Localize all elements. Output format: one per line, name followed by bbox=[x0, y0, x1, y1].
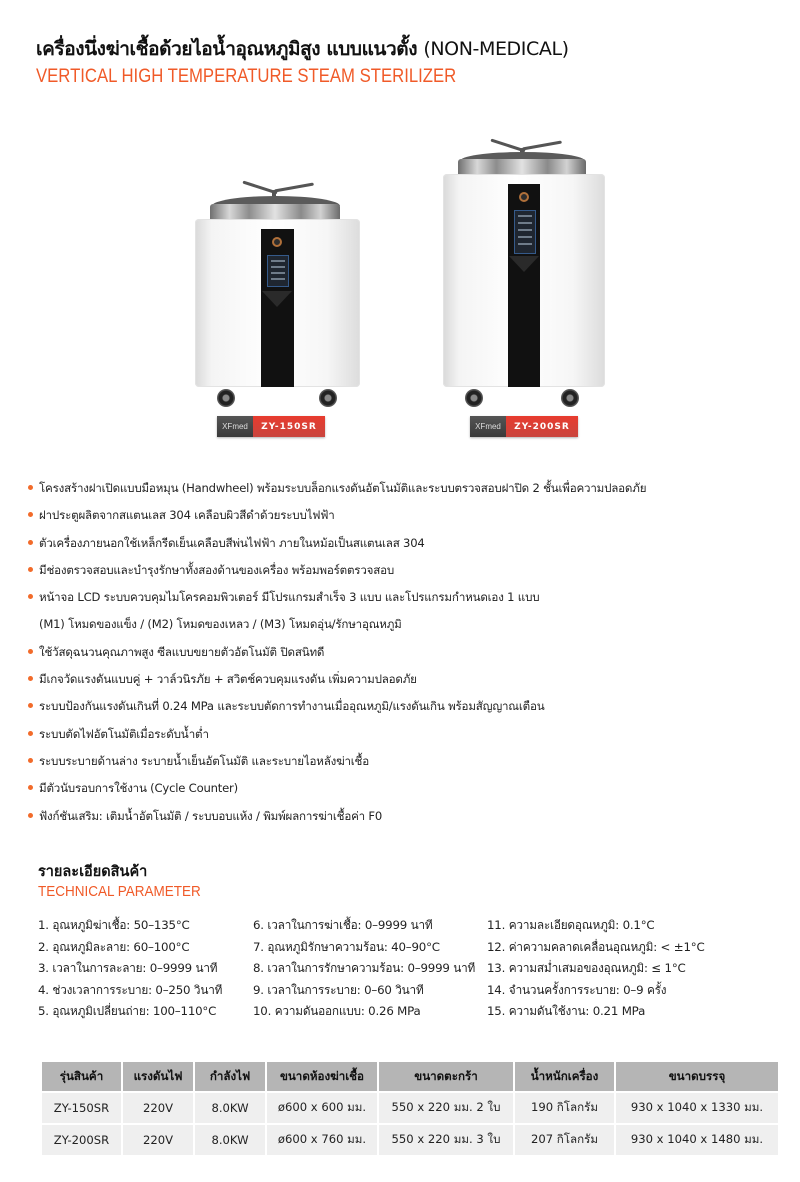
cell-model: ZY-200SR bbox=[42, 1124, 122, 1155]
panel-chevron bbox=[262, 291, 292, 307]
bullet-icon bbox=[28, 676, 33, 681]
cell-model: ZY-150SR bbox=[42, 1092, 122, 1124]
param-item: 6. เวลาในการฆ่าเชื้อ: 0–9999 นาที bbox=[253, 918, 433, 932]
cell-weight: 207 กิโลกรัม bbox=[514, 1124, 615, 1155]
cell-chamber-size: ø600 x 760 มม. bbox=[266, 1124, 378, 1155]
bullet-icon bbox=[28, 785, 33, 790]
spec-subheading: TECHNICAL PARAMETER bbox=[38, 883, 201, 900]
cell-power: 8.0KW bbox=[194, 1092, 266, 1124]
caster-wheel bbox=[561, 389, 579, 407]
brand-logo: XFmed bbox=[217, 416, 253, 437]
pressure-gauge-icon bbox=[272, 237, 282, 247]
param-column bbox=[38, 915, 222, 1023]
model-badge bbox=[217, 416, 325, 437]
table-row bbox=[42, 1092, 778, 1124]
param-item: 3. เวลาในการละลาย: 0–9999 นาที bbox=[38, 961, 218, 976]
feature-item bbox=[28, 696, 788, 723]
feature-item bbox=[28, 587, 788, 614]
table-row bbox=[42, 1124, 778, 1155]
bullet-icon bbox=[28, 703, 33, 708]
feature-item bbox=[28, 806, 788, 833]
page-subtitle: VERTICAL HIGH TEMPERATURE STEAM STERILIZER bbox=[36, 66, 457, 87]
feature-text: ระบบระบายด้านล่าง ระบายน้ำเย็นอัตโนมัติ และระบายไอหลังฆ่าเชื้อ bbox=[39, 753, 369, 768]
column-header-voltage: แรงดันไฟ bbox=[122, 1062, 194, 1092]
lid bbox=[458, 159, 586, 175]
bullet-icon bbox=[28, 594, 33, 599]
cell-basket-size: 550 x 220 มม. 2 ใบ bbox=[378, 1092, 514, 1124]
param-column bbox=[487, 915, 705, 1023]
caster-wheel bbox=[465, 389, 483, 407]
cell-chamber-size: ø600 x 600 มม. bbox=[266, 1092, 378, 1124]
feature-text: ฝาประตูผลิตจากสแตนเลส 304 เคลือบผิวสีดำด้วยระบบไฟฟ้า bbox=[39, 508, 335, 523]
column-header-model: รุ่นสินค้า bbox=[42, 1062, 122, 1092]
feature-item bbox=[28, 505, 788, 532]
handwheel-spoke bbox=[274, 183, 314, 193]
lcd-screen bbox=[267, 255, 289, 287]
bullet-icon bbox=[28, 485, 33, 490]
feature-text: ตัวเครื่องภายนอกใช้เหล็กรีดเย็นเคลือบสีพ่นไฟฟ้า ภายในหม้อเป็นสแตนเลส 304 bbox=[39, 535, 425, 550]
cell-weight: 190 กิโลกรัม bbox=[514, 1092, 615, 1124]
control-panel bbox=[261, 229, 294, 387]
cell-power: 8.0KW bbox=[194, 1124, 266, 1155]
feature-text: ใช้วัสดุฉนวนคุณภาพสูง ซีลแบบขยายตัวอัตโนมัติ ปิดสนิทดี bbox=[39, 644, 325, 659]
feature-text: ฟังก์ชันเสริม: เติมน้ำอัตโนมัติ / ระบบอบแห้ง / พิมพ์ผลการฆ่าเชื้อค่า F0 bbox=[39, 808, 383, 823]
spec-heading: รายละเอียดสินค้า bbox=[38, 864, 148, 880]
spec-table bbox=[42, 1062, 778, 1155]
cell-package-size: 930 x 1040 x 1330 มม. bbox=[615, 1092, 778, 1124]
feature-text: ระบบตัดไฟอัตโนมัติเมื่อระดับน้ำต่ำ bbox=[39, 726, 209, 741]
feature-item bbox=[28, 778, 788, 805]
cell-voltage: 220V bbox=[122, 1124, 194, 1155]
feature-item bbox=[28, 560, 788, 587]
feature-item bbox=[28, 642, 788, 669]
lcd-screen bbox=[514, 210, 536, 254]
param-item: 1. อุณหภูมิฆ่าเชื้อ: 50–135°C bbox=[38, 918, 190, 932]
feature-item bbox=[28, 478, 788, 505]
bullet-icon bbox=[28, 758, 33, 763]
bullet-icon bbox=[28, 813, 33, 818]
param-item: 13. ความสม่ำเสมอของอุณหภูมิ: ≤ 1°C bbox=[487, 961, 686, 976]
param-item: 4. ช่วงเวลาการระบาย: 0–250 วินาที bbox=[38, 982, 223, 997]
caster-wheel bbox=[217, 389, 235, 407]
param-item: 2. อุณหภูมิละลาย: 60–100°C bbox=[38, 939, 190, 954]
feature-text: (M1) โหมดของแข็ง / (M2) โหมดของเหลว / (M3) โหมดอุ่น/รักษาอุณหภูมิ bbox=[39, 617, 402, 632]
param-item: 15. ความดันใช้งาน: 0.21 MPa bbox=[487, 1004, 646, 1019]
brand-logo: XFmed bbox=[470, 416, 506, 437]
panel-chevron bbox=[509, 256, 539, 272]
bullet-icon bbox=[28, 512, 33, 517]
feature-item bbox=[28, 533, 788, 560]
param-item: 12. ค่าความคลาดเคลื่อนอุณหภูมิ: < ±1°C bbox=[487, 939, 705, 954]
param-item: 5. อุณหภูมิเปลี่ยนถ่าย: 100–110°C bbox=[38, 1004, 217, 1019]
param-item: 14. จำนวนครั้งการระบาย: 0–9 ครั้ง bbox=[487, 982, 667, 997]
bullet-icon bbox=[28, 567, 33, 572]
column-header-weight: น้ำหนักเครื่อง bbox=[514, 1062, 615, 1092]
column-header-package-size: ขนาดบรรจุ bbox=[615, 1062, 778, 1092]
param-column bbox=[253, 915, 475, 1023]
lid bbox=[210, 204, 340, 220]
param-item: 9. เวลาในการระบาย: 0–60 วินาที bbox=[253, 982, 424, 997]
cell-basket-size: 550 x 220 มม. 3 ใบ bbox=[378, 1124, 514, 1155]
cell-voltage: 220V bbox=[122, 1092, 194, 1124]
feature-text: มีเกจวัดแรงดันแบบคู่ + วาล์วนิรภัย + สวิตช์ควบคุมแรงดัน เพิ่มความปลอดภัย bbox=[39, 672, 417, 687]
feature-text: หน้าจอ LCD ระบบควบคุมไมโครคอมพิวเตอร์ มีโปรแกรมสำเร็จ 3 แบบ และโปรแกรมกำหนดเอง 1 แบบ bbox=[39, 590, 540, 605]
feature-text: ระบบป้องกันแรงดันเกินที่ 0.24 MPa และระบบตัดการทำงานเมื่ออุณหภูมิ/แรงดันเกิน พร้อมสัญญาณเตือน bbox=[39, 699, 545, 714]
table-header-row bbox=[42, 1062, 778, 1092]
bullet-icon bbox=[28, 731, 33, 736]
handwheel-spoke bbox=[522, 141, 562, 151]
feature-item bbox=[28, 751, 788, 778]
cell-package-size: 930 x 1040 x 1480 มม. bbox=[615, 1124, 778, 1155]
feature-item bbox=[28, 724, 788, 751]
column-header-basket-size: ขนาดตะกร้า bbox=[378, 1062, 514, 1092]
param-item: 7. อุณหภูมิรักษาความร้อน: 40–90°C bbox=[253, 939, 440, 954]
title-thai: เครื่องนึ่งฆ่าเชื้อด้วยไอน้ำอุณหภูมิสูง แบบแนวตั้ง bbox=[36, 38, 418, 60]
feature-item bbox=[28, 669, 788, 696]
model-badge bbox=[470, 416, 578, 437]
param-item: 10. ความดันออกแบบ: 0.26 MPa bbox=[253, 1004, 421, 1019]
bullet-icon bbox=[28, 540, 33, 545]
column-header-power: กำลังไฟ bbox=[194, 1062, 266, 1092]
model-label: ZY-150SR bbox=[253, 416, 325, 437]
page-title bbox=[36, 34, 569, 64]
control-panel bbox=[508, 184, 540, 387]
feature-list bbox=[28, 478, 788, 833]
feature-item-continuation bbox=[28, 614, 788, 641]
technical-parameters bbox=[38, 915, 798, 1025]
param-item: 11. ความละเอียดอุณหภูมิ: 0.1°C bbox=[487, 918, 655, 932]
bullet-icon bbox=[28, 649, 33, 654]
caster-wheel bbox=[319, 389, 337, 407]
title-english: (NON-MEDICAL) bbox=[423, 38, 569, 60]
feature-text: มีตัวนับรอบการใช้งาน (Cycle Counter) bbox=[39, 781, 238, 796]
feature-text: โครงสร้างฝาเปิดแบบมือหมุน (Handwheel) พร้อมระบบล็อกแรงดันอัตโนมัติและระบบตรวจสอบฝาปิด 2 ชั้นเพื่อความปลอดภัย bbox=[39, 481, 647, 495]
pressure-gauge-icon bbox=[519, 192, 529, 202]
model-label: ZY-200SR bbox=[506, 416, 578, 437]
feature-text: มีช่องตรวจสอบและบำรุงรักษาทั้งสองด้านของเครื่อง พร้อมพอร์ตตรวจสอบ bbox=[39, 562, 395, 577]
column-header-chamber-size: ขนาดห้องฆ่าเชื้อ bbox=[266, 1062, 378, 1092]
param-item: 8. เวลาในการรักษาความร้อน: 0–9999 นาที bbox=[253, 961, 476, 976]
